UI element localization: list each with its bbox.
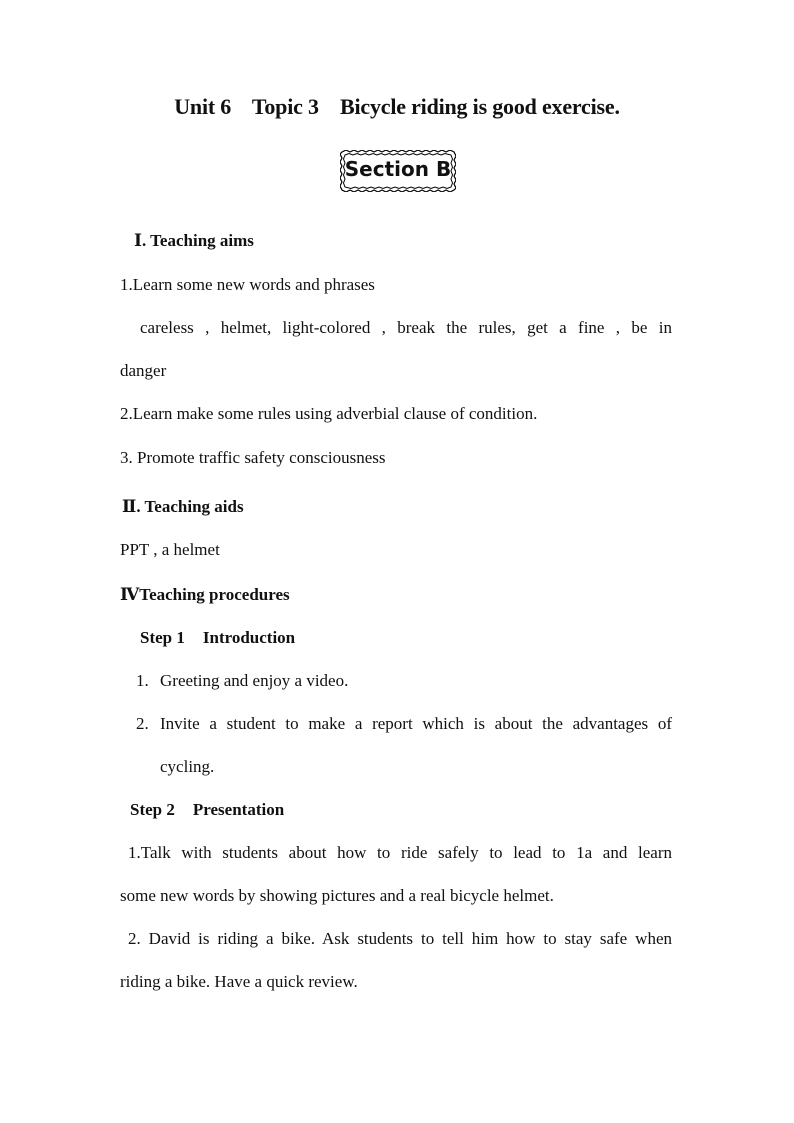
aim-item-2: 2.Learn make some rules using adverbial clause of condition. xyxy=(120,404,538,423)
step1-heading xyxy=(140,628,295,648)
section-badge xyxy=(340,150,456,192)
teaching-aids-text: PPT , a helmet xyxy=(120,540,220,559)
title-topic: Topic 3 xyxy=(251,94,319,119)
step2-name: Presentation xyxy=(192,800,285,819)
step1-item-1-text: Greeting and enjoy a video. xyxy=(160,671,349,690)
teaching-aims-heading: Ⅰ. Teaching aims xyxy=(134,231,254,250)
title-unit: Unit 6 xyxy=(174,94,232,119)
vocab-line-2: danger xyxy=(120,361,167,380)
teaching-procedures-heading: ⅣTeaching procedures xyxy=(120,585,290,604)
step1-item-2-number: 2. xyxy=(136,714,149,733)
step1-item-1-number: 1. xyxy=(136,671,149,690)
step1-item-2-line-2: cycling. xyxy=(160,757,215,776)
step1-name: Introduction xyxy=(202,628,296,647)
step2-heading xyxy=(130,800,284,820)
page-title xyxy=(0,94,794,120)
step2-paragraph-2-line-2: riding a bike. Have a quick review. xyxy=(120,972,358,991)
step1-item-2-line-1: Invite a student to make a report which is about the advantages of xyxy=(160,714,672,733)
step2-paragraph-1-line-1: 1.Talk with students about how to ride safely to lead to 1a and learn xyxy=(128,843,672,862)
step2-paragraph-2-line-1: 2. David is riding a bike. Ask students to tell him how to stay safe when xyxy=(128,929,672,948)
teaching-aids-heading: Ⅱ. Teaching aids xyxy=(122,497,244,516)
title-text: Bicycle riding is good exercise. xyxy=(340,94,620,119)
step1-item-1 xyxy=(136,671,348,691)
aim-item-3: 3. Promote traffic safety consciousness xyxy=(120,448,386,467)
step2-paragraph-1-line-2: some new words by showing pictures and a real bicycle helmet. xyxy=(120,886,554,905)
step1-label: Step 1 xyxy=(140,628,185,647)
section-badge-label: Section B xyxy=(344,157,452,181)
aim-item-1: 1.Learn some new words and phrases xyxy=(120,275,375,294)
vocab-line-1: careless , helmet, light-colored , break the rules, get a fine , be in xyxy=(140,318,672,337)
step2-label: Step 2 xyxy=(130,800,175,819)
